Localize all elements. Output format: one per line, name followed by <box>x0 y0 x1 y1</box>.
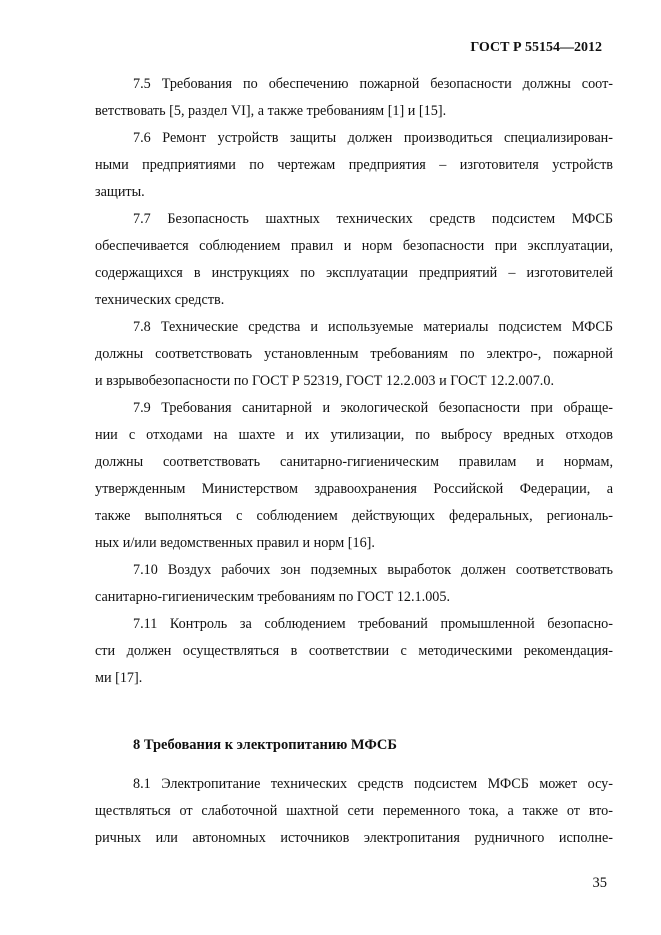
text-line: ветствовать [5, раздел VI], а также требованиям [1] и [15]. <box>95 103 447 119</box>
text-line: содержащихся в инструкциях по эксплуатации предприятий – изготовителей <box>95 265 613 281</box>
text-line: нии с отходами на шахте и их утилизации, по выбросу вредных отходов <box>95 427 613 443</box>
text-line: также выполняться с соблюдением действующих федеральных, региональ- <box>95 508 613 524</box>
section-7-text <box>95 71 613 692</box>
paragraph <box>95 71 613 125</box>
paragraph <box>95 125 613 206</box>
text-line: должны соответствовать установленным требованиям по электро-, пожарной <box>95 346 613 362</box>
text-line: технических средств. <box>95 292 225 308</box>
paragraph <box>95 771 613 852</box>
text-line: ществляться от слаботочной шахтной сети переменного тока, а также от вто- <box>95 803 613 819</box>
text-line: 8.1 Электропитание технических средств подсистем МФСБ может осу- <box>133 776 613 792</box>
document-code-header: ГОСТ Р 55154—2012 <box>470 40 602 55</box>
text-line: должны соответствовать санитарно-гигиеническим правилам и нормам, <box>95 454 613 470</box>
text-line: ными предприятиями по чертежам предприятия – изготовителя устройств <box>95 157 613 173</box>
text-line: 7.10 Воздух рабочих зон подземных выработок должен соответствовать <box>133 562 613 578</box>
paragraph <box>95 557 613 611</box>
text-line: 7.9 Требования санитарной и экологической безопасности при обраще- <box>133 400 613 416</box>
text-line: 7.7 Безопасность шахтных технических средств подсистем МФСБ <box>133 211 613 227</box>
paragraph <box>95 611 613 692</box>
text-line: ми [17]. <box>95 670 143 686</box>
section-8-text <box>95 771 613 852</box>
text-line: защиты. <box>95 184 145 200</box>
text-line: сти должен осуществляться в соответствии с методическими рекомендация- <box>95 643 613 659</box>
text-line: 7.6 Ремонт устройств защиты должен производиться специализирован- <box>133 130 613 146</box>
paragraph <box>95 395 613 557</box>
text-line: обеспечивается соблюдением правил и норм безопасности при эксплуатации, <box>95 238 613 254</box>
text-line: 7.8 Технические средства и используемые материалы подсистем МФСБ <box>133 319 613 335</box>
text-line: утвержденным Министерством здравоохранения Российской Федерации, а <box>95 481 613 497</box>
text-line: 7.5 Требования по обеспечению пожарной безопасности должны соот- <box>133 76 613 92</box>
text-line: ных и/или ведомственных правил и норм [16]. <box>95 535 375 551</box>
paragraph <box>95 206 613 314</box>
page-number: 35 <box>592 875 607 891</box>
section-8-heading: 8 Требования к электропитанию МФСБ <box>133 737 397 753</box>
paragraph <box>95 314 613 395</box>
text-line: ричных или автономных источников электропитания рудничного исполне- <box>95 830 613 846</box>
text-line: санитарно-гигиеническим требованиям по ГОСТ 12.1.005. <box>95 589 451 605</box>
text-line: 7.11 Контроль за соблюдением требований промышленной безопасно- <box>133 616 613 632</box>
text-line: и взрывобезопасности по ГОСТ Р 52319, ГОСТ 12.2.003 и ГОСТ 12.2.007.0. <box>95 373 554 389</box>
